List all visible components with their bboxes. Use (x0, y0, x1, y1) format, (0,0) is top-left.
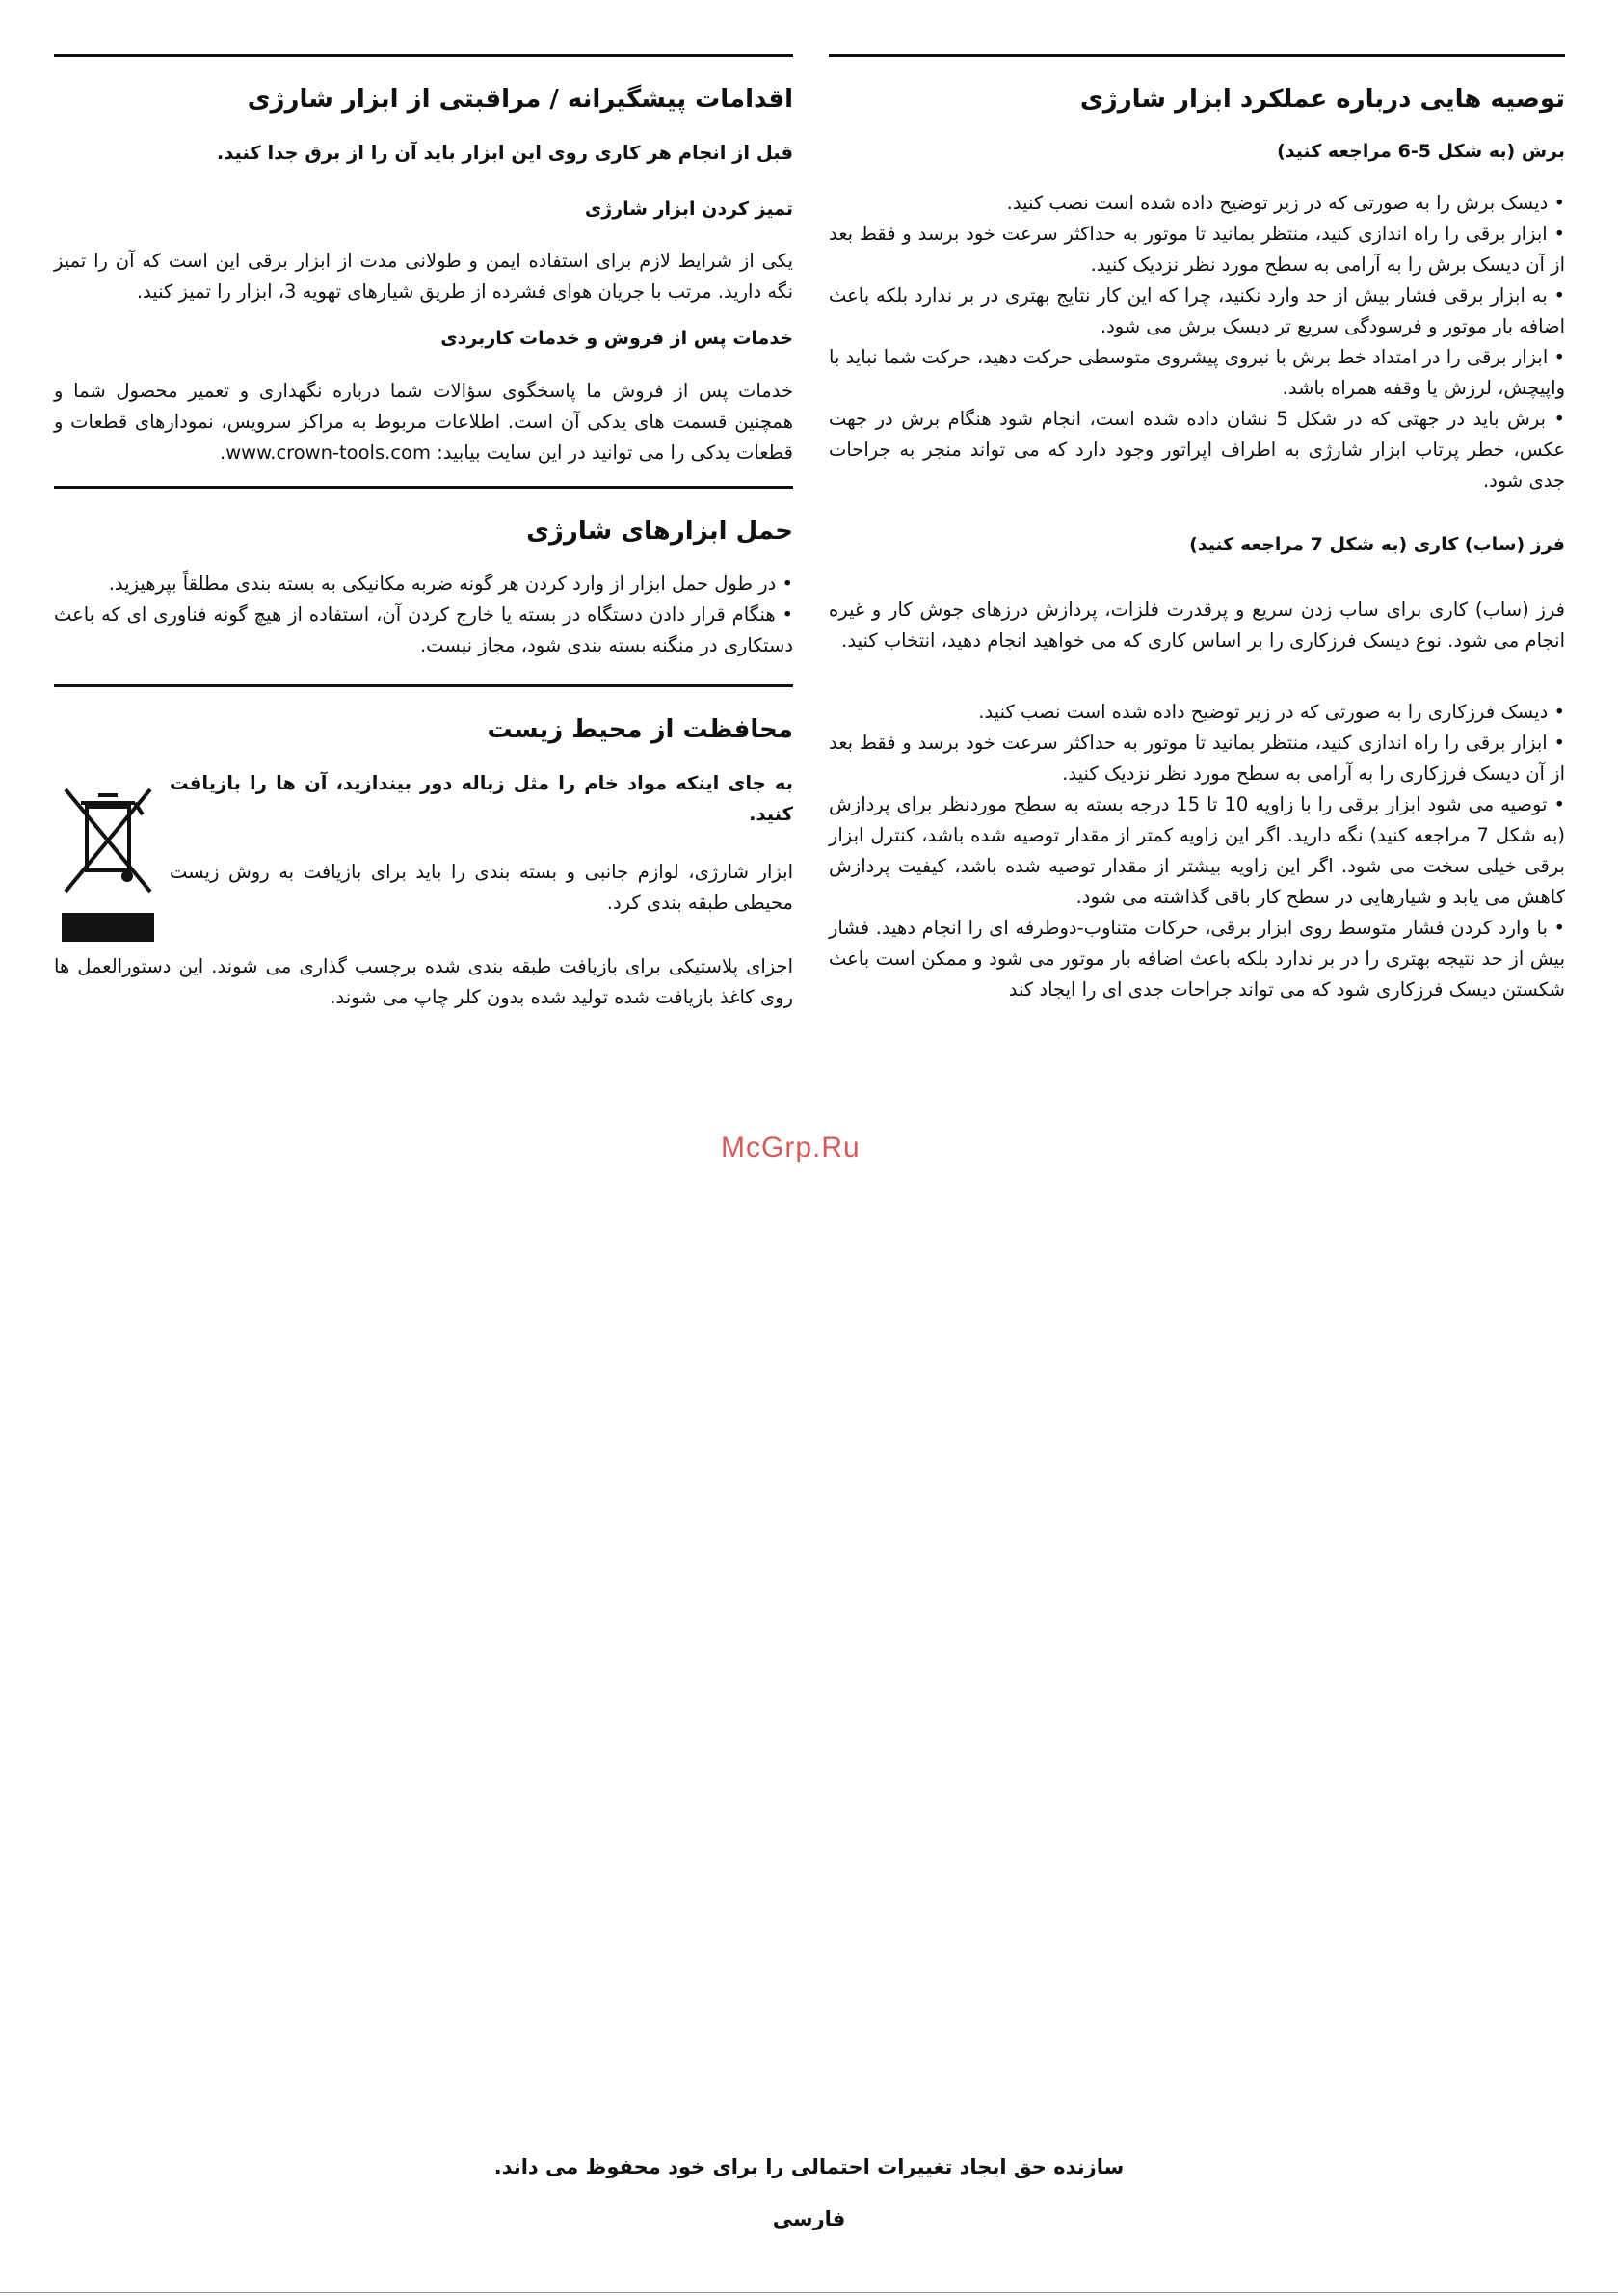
left-column (54, 54, 793, 1013)
service-heading: خدمات پس از فروش و خدمات کاربردی (440, 328, 793, 350)
section-title-care: اقدامات پیشگیرانه / مراقبتی از ابزار شارژی (247, 85, 793, 114)
service-text: خدمات پس از فروش ما پاسخگوی سؤالات شما درباره نگهداری و تعمیر محصول شما و همچنین قسمت های یدکی آن است. اطلاعات مربوط به مراکز سرویس، نمودارهای قطعات و قطعات یدکی را می توانید در این سایت بیابید: www.crown-tools.com. (54, 379, 793, 464)
section-divider (829, 54, 1565, 57)
cutting-bullet: • ابزار برقی را در امتداد خط برش با نیروی پیشروی متوسطی حرکت دهید، حرکت شما نباید با واپیچش، لرزش یا وقفه همراه باشد. (829, 346, 1565, 400)
cutting-bullet: • ابزار برقی را راه اندازی کنید، منتظر بمانید تا موتور به حداکثر سرعت خود برسد و فقط بعد از آن دیسک برش را به آرامی به سطح مورد نظر نزدیک کنید. (829, 223, 1565, 277)
grinding-heading: فرز (ساب) کاری (به شکل 7 مراجعه کنید) (1189, 533, 1565, 555)
environment-bold-text: به جای اینکه مواد خام را مثل زباله دور بیندازید، آن ها را بازیافت کنید. (170, 772, 793, 826)
footer-note: سازنده حق ایجاد تغییرات احتمالی را برای خود محفوظ می داند. (493, 2155, 1125, 2178)
cutting-heading: برش (به شکل 5-6 مراجعه کنید) (1277, 140, 1565, 162)
section-divider (54, 684, 793, 687)
section-divider (54, 54, 793, 57)
cutting-bullet: • برش باید در جهتی که در شکل 5 نشان داده شده است، انجام شود هنگام برش در جهت عکس، خطر پرتاب ابزار شارژی به اطراف اپراتور وجود دارد که می تواند منجر به جراحات جدی شود. (829, 408, 1565, 493)
grinding-intro: فرز (ساب) کاری برای ساب زدن سریع و پرقدرت فلزات، پردازش درزهای جوش کار و غیره انجام می شود. نوع دیسک فرزکاری را بر اساس کاری که می خواهید انجام دهید، انتخاب کنید. (829, 599, 1565, 653)
environment-block (54, 768, 793, 951)
watermark: McGrp.Ru (721, 1132, 861, 1163)
footer-language: فارسی (772, 2207, 846, 2230)
cleaning-text: یکی از شرایط لازم برای استفاده ایمن و طولانی مدت از ابزار برقی این است که آن را تمیز نگه دارید. مرتب با جریان هوای فشرده از طریق شیارهای تهویه 3، ابزار را تمیز کنید. (54, 250, 793, 304)
section-divider (54, 486, 793, 489)
crossed-out-wheelie-bin-icon (54, 768, 160, 951)
grinding-bullet: • ابزار برقی را راه اندازی کنید، منتظر بمانید تا موتور به حداکثر سرعت خود برسد و فقط بعد از آن دیسک فرزکاری را به آرامی به سطح مورد نظر نزدیک کنید. (829, 732, 1565, 786)
cutting-bullet: • دیسک برش را به صورتی که در زیر توضیح داده شده است نصب کنید. (1006, 192, 1565, 215)
environment-text: اجزای پلاستیکی برای بازیافت طبقه بندی شده برچسب گذاری می شوند. این دستورالعمل ها روی کاغذ بازیافت شده تولید شده بدون کلر چاپ می شوند. (54, 955, 793, 1009)
section-title-operation-tips: توصیه هایی درباره عملکرد ابزار شارژی (1079, 85, 1565, 114)
section-title-transport: حمل ابزارهای شارژی (526, 516, 793, 546)
cutting-bullet: • به ابزار برقی فشار بیش از حد وارد نکنید، چرا که این کار نتایج بهتری در بر ندارد بلکه باعث اضافه بار موتور و فرسودگی سریع تر دیسک برش می شود. (829, 284, 1565, 338)
grinding-bullet: • دیسک فرزکاری را به صورتی که در زیر توضیح داده شده است نصب کنید. (978, 701, 1565, 724)
grinding-bullet: • توصیه می شود ابزار برقی را با زاویه 10 تا 15 درجه بسته به سطح موردنظر برای پردازش (به شکل 7 مراجعه کنید) نگه دارید. اگر این زاویه کمتر از مقدار توصیه شده باشد، کنترل ابزار برقی خیلی سخت می شود. اگر این زاویه بیشتر از مقدار توصیه شده باشد، کیفیت پردازش کاهش می یابد و شیارهایی در سطح کار باقی گذاشته می شود. (829, 793, 1566, 909)
page-bottom-line (0, 2292, 1618, 2293)
section-title-environment: محافظت از محیط زیست (487, 715, 793, 745)
transport-bullet: • هنگام قرار دادن دستگاه در بسته یا خارج کردن آن، استفاده از هیچ گونه فناوری ای که باعث دستکاری در منگنه بسته بندی شود، مجاز نیست. (54, 603, 793, 657)
grinding-bullet: • با وارد کردن فشار متوسط روی ابزار برقی، حرکات متناوب-دوطرفه ای را انجام دهید. فشار بیش از حد نتیجه بهتری را در بر ندارد بلکه باعث اضافه بار موتور می شود و ممکن است باعث شکستن دیسک فرزکاری شود که می تواند جراحات جدی ای را ایجاد کند (829, 917, 1565, 1001)
care-warning: قبل از انجام هر کاری روی این ابزار باید آن را از برق جدا کنید. (216, 141, 793, 164)
right-column (829, 54, 1565, 1005)
cleaning-heading: تمیز کردن ابزار شارژی (584, 198, 793, 220)
transport-bullet: • در طول حمل ابزار از وارد کردن هر گونه ضربه مکانیکی به بسته بندی مطلقاً بپرهیزید. (108, 573, 793, 596)
environment-text: ابزار شارژی، لوازم جانبی و بسته بندی را باید برای بازیافت به روش زیست محیطی طبقه بندی کرد. (170, 861, 793, 915)
